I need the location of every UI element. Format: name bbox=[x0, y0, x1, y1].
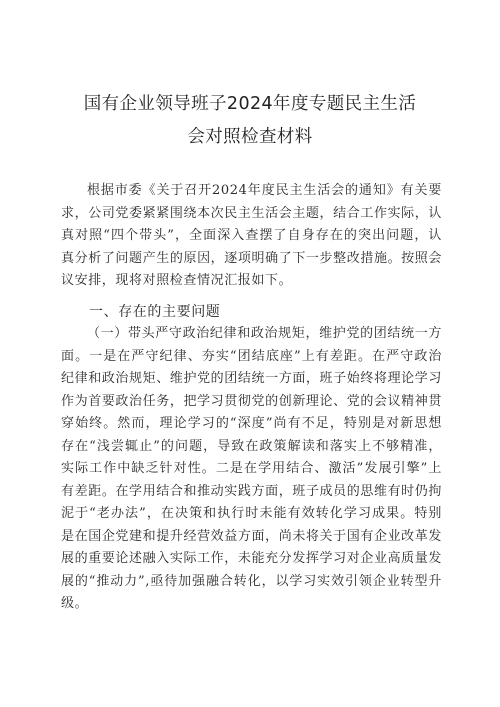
intro-paragraph bbox=[61, 180, 442, 293]
document-title-line2: 会对照检查材料 bbox=[187, 127, 313, 147]
section-paragraph-text: （一）带头严守政治纪律和政治规矩，维护党的团结统一方面。一是在严守纪律、夯实“团结底座”上有差距。在严守政治纪律和政治规矩、维护党的团结统一方面，班子始终将理论学习作为首要政治任务，把学习贯彻党的创新理论、党的会议精神贯穿始终。然而，理论学习的“深度”尚有不足，特别是对新思想存在“浅尝辄止”的问题，导致在政策解读和落实上不够精准，实际工作中缺乏针对性。二是在学用结合、激活”发展引擎”上有差距。在学用结合和推动实践方面，班子成员的思维有时仍拘泥于“老办法”，在决策和执行时未能有效转化学习成果。特别是在国企党建和提升经营效益方面，尚未将关于国有企业改革发展的重要论述融入实际工作，未能充分发挥学习对企业高质量发展的“推动力”,亟待加强融合转化，以学习实效引领企业转型升级。 bbox=[61, 326, 442, 611]
section-heading: 一、存在的主要问题 bbox=[89, 304, 221, 320]
intro-paragraph-text: 根据市委《关于召开2024年度民主生活会的通知》有关要求，公司党委紧紧围绕本次民主生活会主题，结合工作实际，认真对照“四个带头”，全面深入查摆了自身存在的突出问题，认真分析了问题产生的原因，逐项明确了下一步整改措施。按照会议安排，现将对照检查情况汇报如下。 bbox=[61, 183, 442, 288]
document-title-line1: 国有企业领导班子2024年度专题民主生活 bbox=[83, 94, 417, 114]
section-paragraph bbox=[61, 323, 442, 616]
